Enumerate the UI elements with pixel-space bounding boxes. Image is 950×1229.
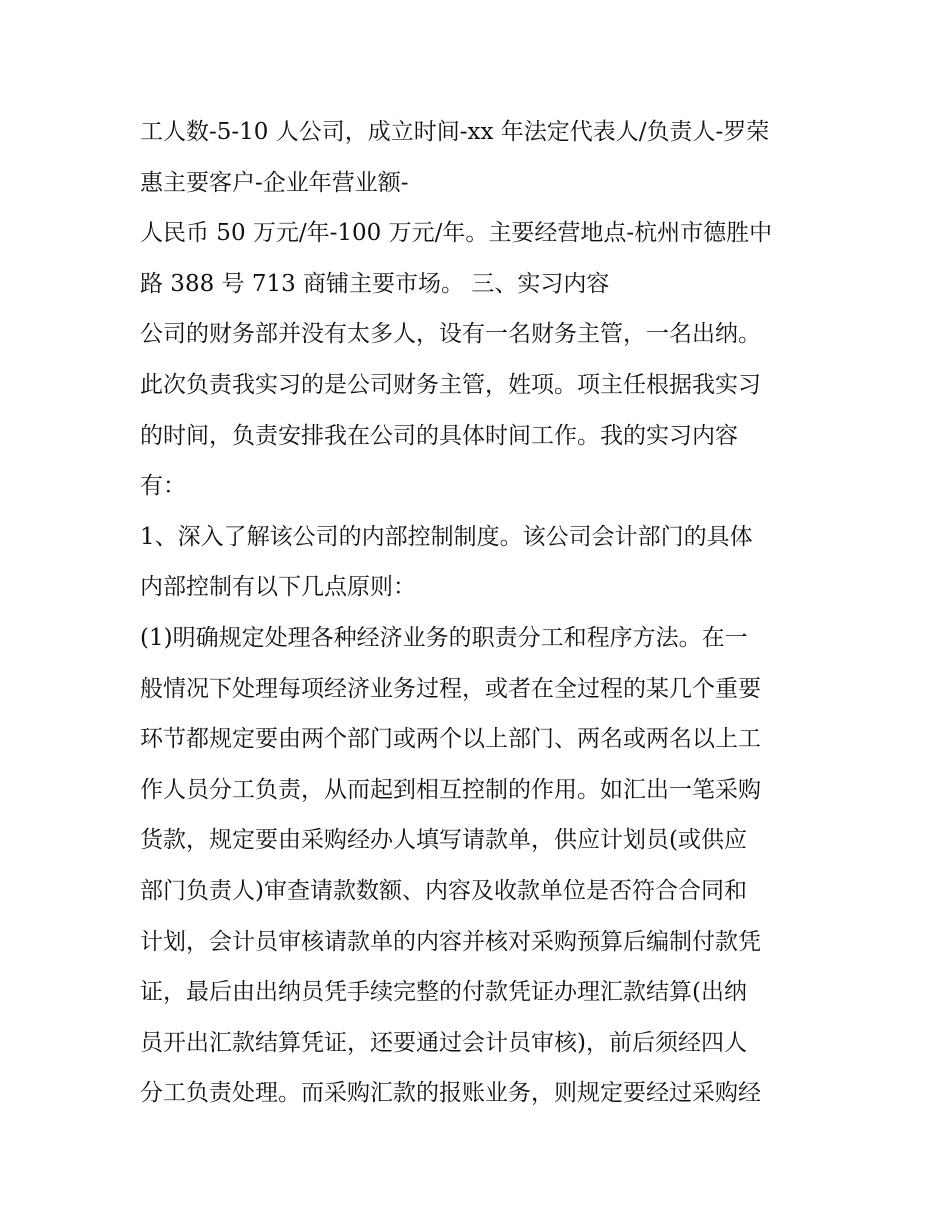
text-line: 此次负责我实习的是公司财务主管，姓项。项主任根据我实习 bbox=[140, 371, 761, 398]
text-line: 分工负责处理。而采购汇款的报账业务，则规定要经过采购经 bbox=[140, 1080, 761, 1107]
text-line: 作人员分工负责，从而起到相互控制的作用。如汇出一笔采购 bbox=[140, 776, 761, 803]
text-line: 证，最后由出纳员凭手续完整的付款凭证办理汇款结算(出纳 bbox=[140, 979, 747, 1006]
text-line: 惠主要客户-企业年营业额- bbox=[140, 169, 409, 196]
text-line: 货款，规定要由采购经办人填写请款单，供应计划员(或供应 bbox=[140, 827, 747, 854]
document-body bbox=[140, 107, 820, 1119]
text-line: (1)明确规定处理各种经济业务的职责分工和程序方法。在一 bbox=[140, 624, 748, 651]
text-line: 内部控制有以下几点原则： bbox=[140, 574, 416, 601]
text-line: 的时间，负责安排我在公司的具体时间工作。我的实习内容 bbox=[140, 422, 738, 449]
text-line: 员开出汇款结算凭证，还要通过会计员审核)，前后须经四人 bbox=[140, 1029, 747, 1056]
text-line: 计划，会计员审核请款单的内容并核对采购预算后编制付款凭 bbox=[140, 928, 761, 955]
text-line: 工人数-5-10 人公司，成立时间-xx 年法定代表人/负责人-罗荣 bbox=[140, 119, 770, 145]
text-line: 般情况下处理每项经济业务过程，或者在全过程的某几个重要 bbox=[140, 675, 761, 702]
text-line: 路 388 号 713 商铺主要市场。 三、实习内容 bbox=[140, 270, 610, 297]
text-line: 1、深入了解该公司的内部控制制度。该公司会计部门的具体 bbox=[140, 523, 753, 550]
text-line: 有： bbox=[140, 473, 186, 500]
text-line: 人民币 50 万元/年-100 万元/年。主要经营地点-杭州市德胜中 bbox=[140, 220, 773, 247]
text-line: 公司的财务部并没有太多人，设有一名财务主管，一名出纳。 bbox=[140, 321, 761, 348]
text-line: 环节都规定要由两个部门或两个以上部门、两名或两名以上工 bbox=[140, 726, 761, 753]
text-line: 部门负责人)审查请款数额、内容及收款单位是否符合合同和 bbox=[140, 877, 747, 904]
